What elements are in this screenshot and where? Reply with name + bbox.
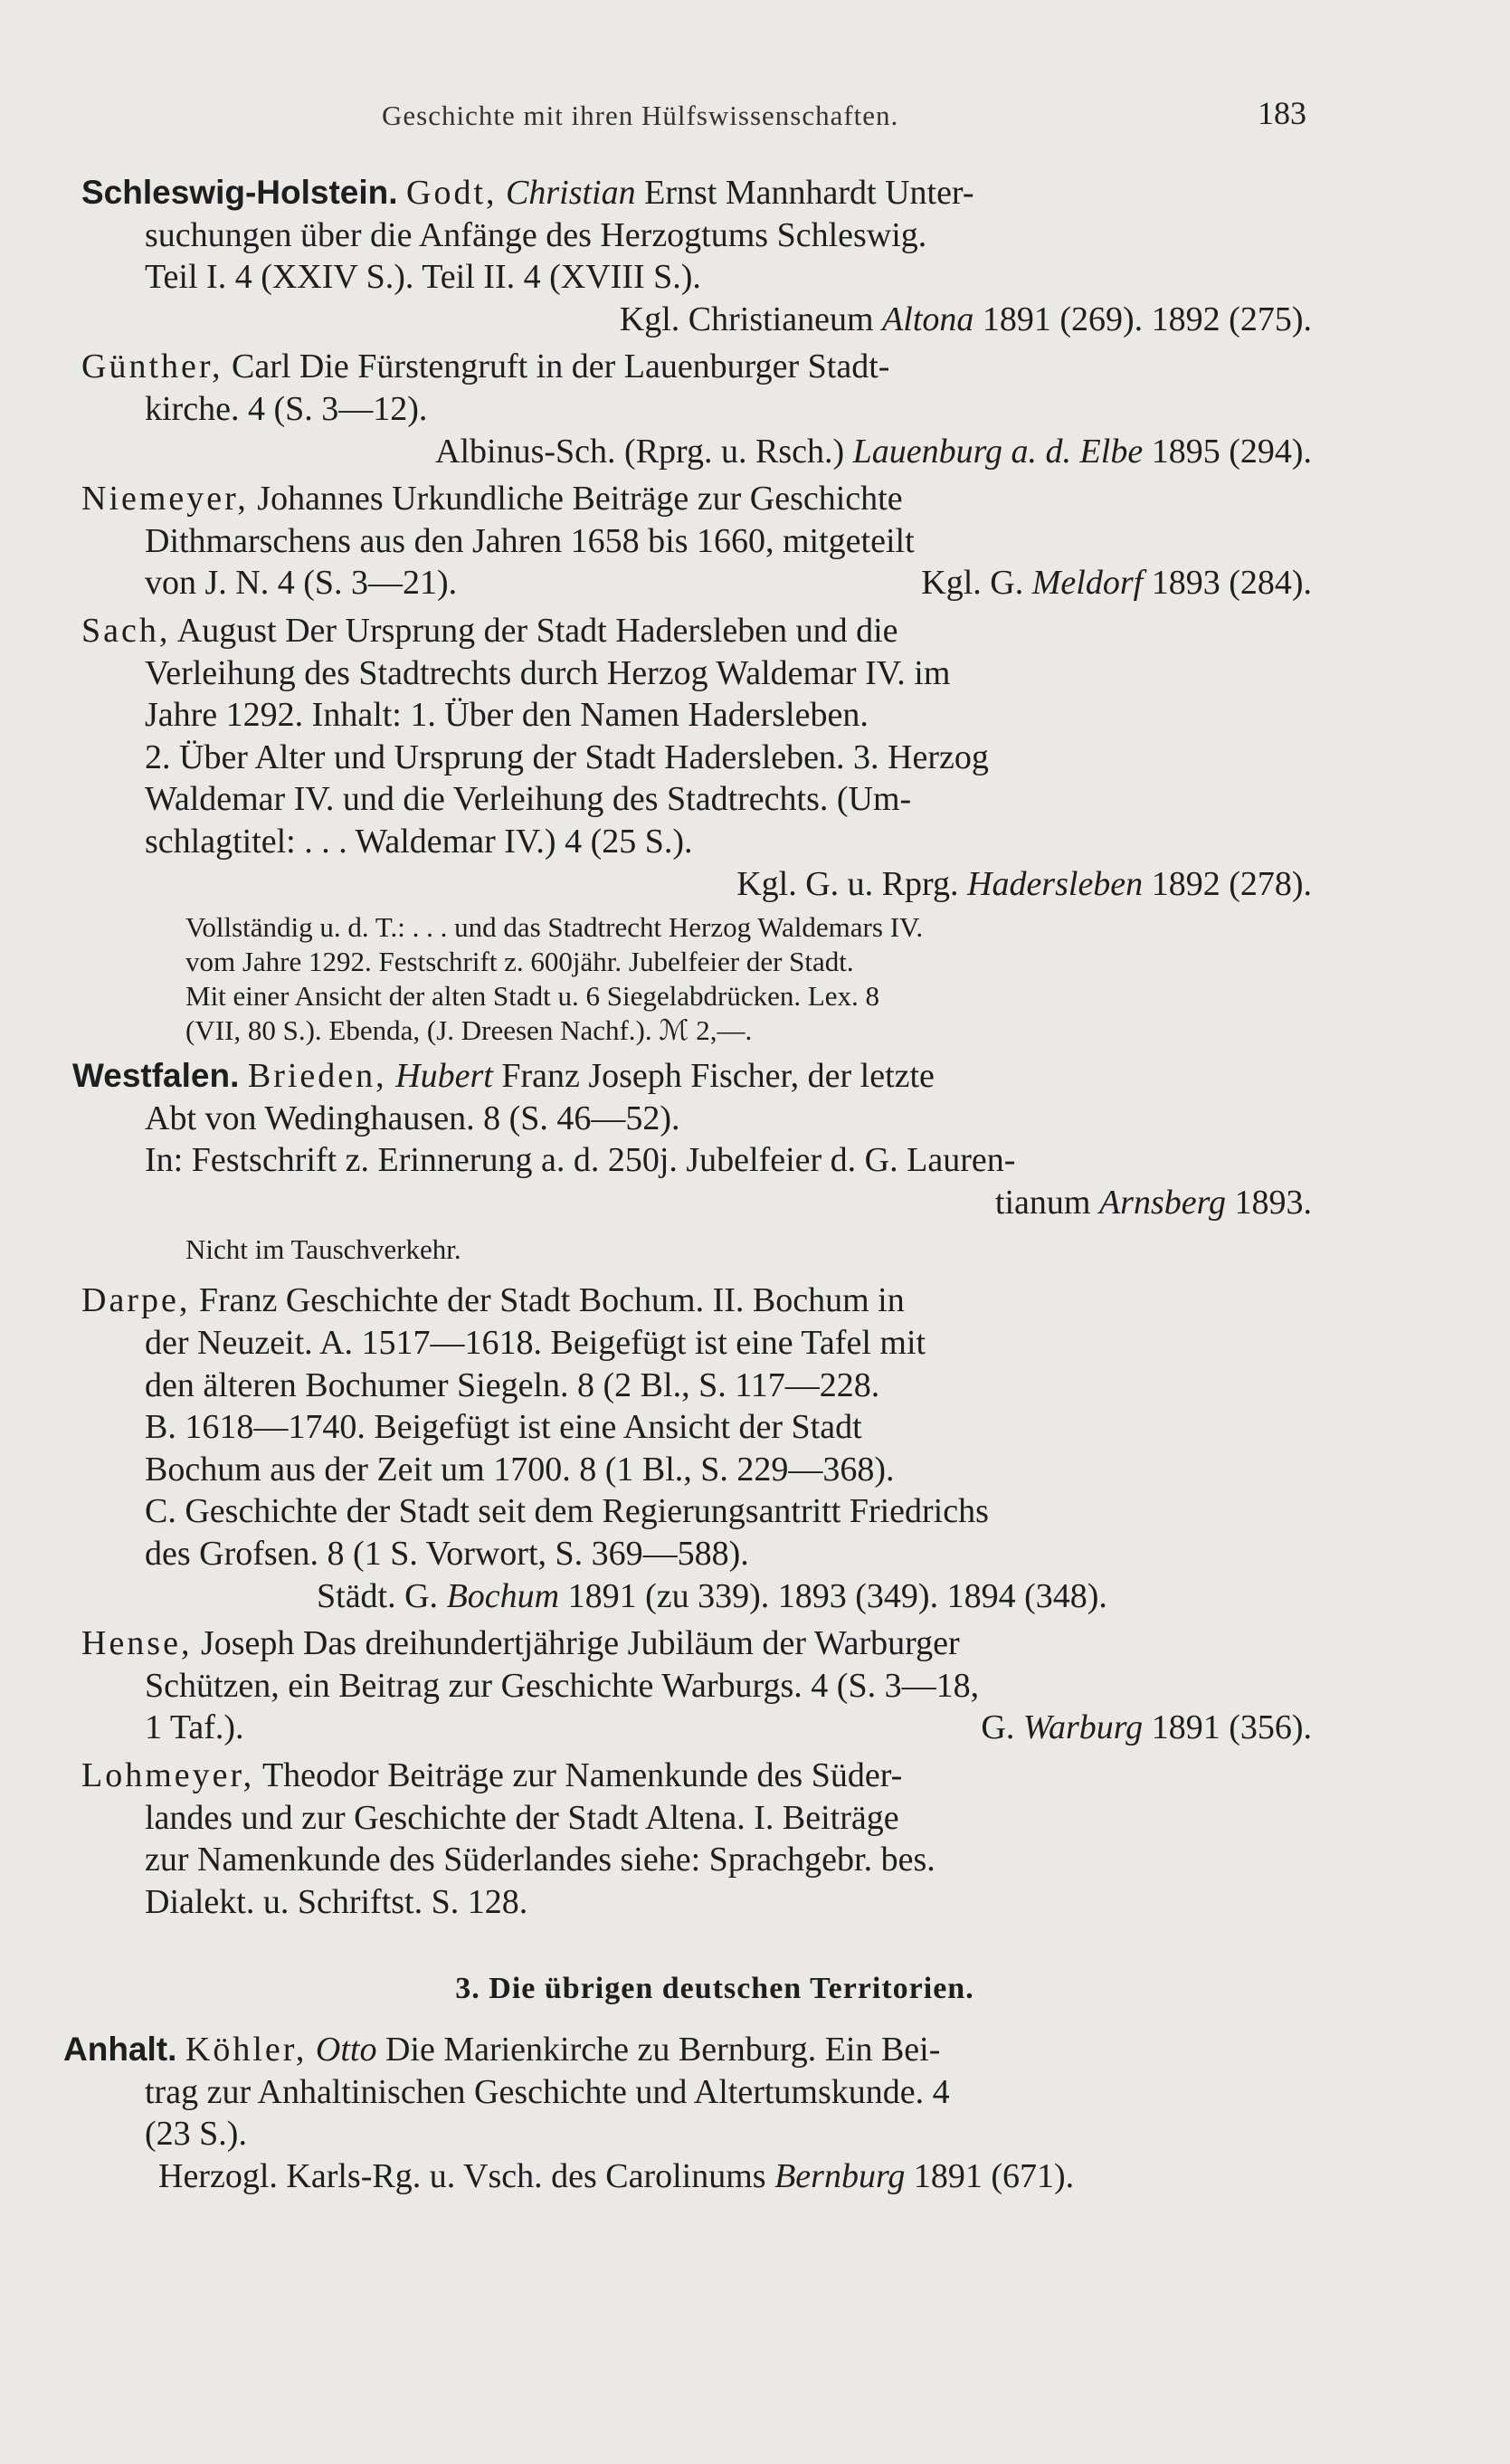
region-label: Westfalen.	[72, 1057, 240, 1095]
entry-source: Städt. G. Bochum 1891 (zu 339). 1893 (349). 1894 (348).	[317, 1576, 1107, 1615]
entry-text: Johannes Urkundliche Beiträge zur Geschichte	[257, 480, 903, 518]
entry-text: Carl Die Fürstengruft in der Lauenburger Stadt-	[232, 347, 890, 386]
entry-text: Franz Joseph Fischer, der letzte	[501, 1057, 935, 1096]
entry-text: Verleihung des Stadtrechts durch Herzog Waldemar IV. im	[145, 653, 951, 692]
region-label: Schleswig-Holstein.	[81, 174, 398, 211]
place-name: Hadersleben	[967, 864, 1144, 903]
place-name: Arnsberg	[1098, 1183, 1226, 1222]
entry-sach	[81, 610, 1348, 1048]
entry-note: Nicht im Tauschverkehr.	[185, 1233, 461, 1266]
place-name: Bernburg	[774, 2156, 906, 2195]
region-label: Anhalt.	[63, 2030, 177, 2068]
entry-text: von J. N. 4 (S. 3—21).	[145, 564, 458, 603]
entry-source: Herzogl. Karls-Rg. u. Vsch. des Carolinums Bernburg 1891 (671).	[158, 2156, 1075, 2195]
entry-brieden	[72, 1055, 1348, 1267]
entry-text: kirche. 4 (S. 3—12).	[145, 389, 428, 428]
entry-source: tianum Arnsberg 1893.	[994, 1183, 1312, 1222]
entry-godt	[81, 172, 1348, 340]
section-heading: 3. Die übrigen deutschen Territorien.	[455, 1972, 974, 2006]
author-name: Darpe,	[81, 1281, 191, 1320]
entry-text: Waldemar IV. und die Verleihung des Stadtrechts. (Um-	[145, 780, 912, 819]
entry-text: Theodor Beiträge zur Namenkunde des Süder-	[261, 1756, 903, 1794]
entry-text: (23 S.).	[145, 2115, 247, 2154]
entry-text: 1 Taf.).	[145, 1708, 244, 1747]
entry-text: Teil I. 4 (XXIV S.). Teil II. 4 (XVIII S.).	[145, 258, 701, 297]
entry-text: Die Marienkirche zu Bernburg. Ein Bei-	[385, 2030, 941, 2069]
entry-niemeyer	[81, 478, 1348, 604]
entry-text: zur Namenkunde des Süderlandes siehe: Sprachgebr. bes.	[145, 1841, 935, 1879]
author-name: Godt,	[406, 174, 498, 212]
entry-text: Dithmarschens aus den Jahren 1658 bis 1660, mitgeteilt	[145, 521, 915, 560]
page-number: 183	[1258, 95, 1306, 131]
entry-text: trag zur Anhaltinischen Geschichte und Altertumskunde. 4	[145, 2072, 950, 2111]
entry-text: August Der Ursprung der Stadt Hadersleben und die	[176, 611, 898, 650]
author-name: Hense,	[81, 1624, 193, 1663]
entry-guenther	[81, 346, 1348, 472]
entry-source: Kgl. Christianeum Altona 1891 (269). 1892 (275).	[619, 300, 1312, 338]
entry-source: Albinus-Sch. (Rprg. u. Rsch.) Lauenburg a. d. Elbe 1895 (294).	[435, 432, 1312, 471]
author-firstname: Otto	[315, 2030, 377, 2069]
entry-source: G. Warburg 1891 (356).	[981, 1708, 1312, 1747]
entry-text: des Grofsen. 8 (1 S. Vorwort, S. 369—588).	[145, 1535, 749, 1574]
entry-text: Jahre 1292. Inhalt: 1. Über den Namen Hadersleben.	[145, 696, 869, 735]
author-name: Brieden,	[247, 1057, 387, 1096]
entry-text: Bochum aus der Zeit um 1700. 8 (1 Bl., S. 229—368).	[145, 1450, 895, 1489]
bibliography	[63, 172, 1348, 2202]
running-head: Geschichte mit ihren Hülfswissenschaften.	[382, 100, 899, 131]
entry-source: Kgl. G. u. Rprg. Hadersleben 1892 (278).	[736, 864, 1312, 903]
entry-koehler	[63, 2029, 1348, 2197]
entry-text: der Neuzeit. A. 1517—1618. Beigefügt ist eine Tafel mit	[145, 1324, 926, 1363]
author-name: Günther,	[81, 347, 223, 386]
place-name: Lauenburg a. d. Elbe	[852, 432, 1144, 471]
entry-text: Dialekt. u. Schriftst. S. 128.	[145, 1882, 528, 1921]
entry-text: suchungen über die Anfänge des Herzogtums Schleswig.	[145, 215, 927, 254]
author-name: Niemeyer,	[81, 480, 249, 518]
author-firstname: Christian	[506, 174, 636, 212]
place-name: Meldorf	[1031, 564, 1144, 603]
entry-text: 2. Über Alter und Ursprung der Stadt Hadersleben. 3. Herzog	[145, 737, 989, 776]
author-name: Köhler,	[185, 2030, 308, 2069]
entry-text: Joseph Das dreihundertjährige Jubiläum der Warburger	[200, 1624, 960, 1663]
author-firstname: Hubert	[395, 1057, 493, 1096]
entry-note: Vollständig u. d. T.: . . . und das Stadtrecht Herzog Waldemars IV. vom Jahre 1292. Festschrift z. 600jähr. Jubelfeier der Stadt. Mit einer Ansicht der alten Stadt u. 6 Siegelabdrücken. Lex. 8 (VII, 80 S.). Ebenda, (J. Dreesen Nachf.). ℳ 2,—.	[185, 911, 924, 1047]
author-name: Sach,	[81, 611, 171, 650]
entry-text: B. 1618—1740. Beigefügt ist eine Ansicht der Stadt	[145, 1408, 862, 1447]
entry-text: Franz Geschichte der Stadt Bochum. II. Bochum in	[198, 1281, 905, 1320]
author-name: Lohmeyer,	[81, 1756, 255, 1794]
entry-text: Schützen, ein Beitrag zur Geschichte Warburgs. 4 (S. 3—18,	[145, 1666, 980, 1705]
place-name: Warburg	[1022, 1708, 1144, 1747]
entry-text: In: Festschrift z. Erinnerung a. d. 250j. Jubelfeier d. G. Lauren-	[145, 1141, 1016, 1180]
page-header	[0, 90, 1510, 145]
entry-text: Ernst Mannhardt Unter-	[644, 174, 974, 212]
entry-text: schlagtitel: . . . Waldemar IV.) 4 (25 S.).	[145, 822, 693, 861]
entry-text: C. Geschichte der Stadt seit dem Regierungsantritt Friedrichs	[145, 1492, 989, 1531]
entry-text: den älteren Bochumer Siegeln. 8 (2 Bl., S. 117—228.	[145, 1365, 880, 1404]
entry-text: landes und zur Geschichte der Stadt Altena. I. Beiträge	[145, 1798, 899, 1837]
entry-darpe	[81, 1280, 1348, 1617]
entry-lohmeyer	[81, 1755, 1348, 1923]
place-name: Altona	[882, 300, 974, 338]
entry-text: Abt von Wedinghausen. 8 (S. 46—52).	[145, 1099, 680, 1137]
place-name: Bochum	[446, 1576, 560, 1615]
entry-source: Kgl. G. Meldorf 1893 (284).	[921, 564, 1312, 603]
entry-hense	[81, 1622, 1348, 1749]
